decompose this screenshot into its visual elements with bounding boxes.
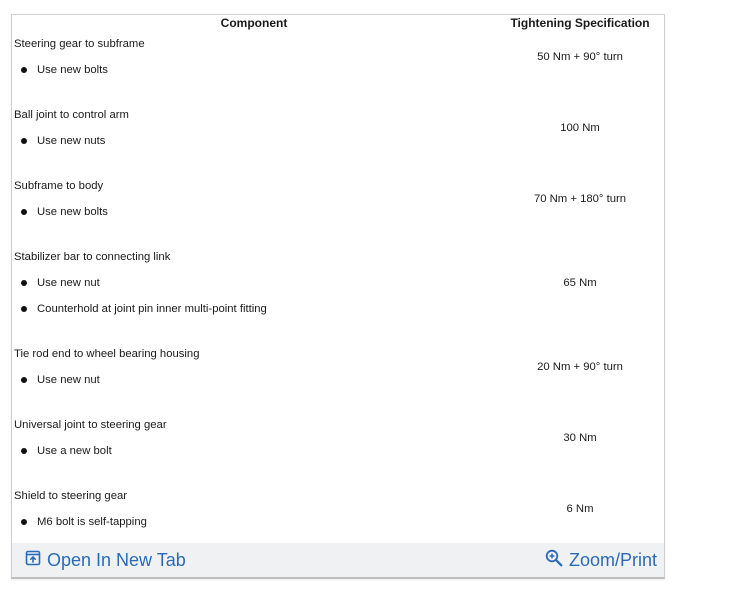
- bullet-icon: [21, 67, 27, 73]
- bullet-icon: [21, 306, 27, 312]
- table-row: [12, 341, 664, 367]
- spec-value: 100 Nm: [560, 122, 600, 134]
- bullet-icon: [21, 138, 27, 144]
- list-item: [12, 199, 496, 225]
- table-row: [12, 173, 664, 199]
- list-item: [12, 509, 496, 535]
- header-tightening-spec: Tightening Specification: [510, 16, 650, 30]
- spec-value: 6 Nm: [566, 503, 594, 515]
- list-item: [12, 438, 496, 464]
- list-item: [12, 270, 496, 296]
- magnifier-icon: [545, 549, 563, 572]
- bullet-icon: [21, 209, 27, 215]
- bullet-icon: [21, 519, 27, 525]
- list-item: [12, 57, 496, 83]
- table-row: [12, 412, 664, 438]
- note-text: Use new bolts: [37, 206, 108, 218]
- list-item: [12, 128, 496, 154]
- spec-table-panel: [11, 14, 665, 579]
- table-header-row: [12, 15, 664, 31]
- note-text: M6 bolt is self-tapping: [37, 516, 147, 528]
- component-title: Shield to steering gear: [14, 490, 128, 502]
- table-row: [12, 483, 664, 509]
- spec-value: 30 Nm: [563, 432, 597, 444]
- spec-value: 70 Nm + 180° turn: [533, 193, 627, 205]
- spec-value: 65 Nm: [563, 277, 597, 289]
- open-in-new-tab-label: Open In New Tab: [47, 549, 186, 570]
- zoom-print-link[interactable]: [545, 549, 657, 572]
- spec-value: 20 Nm + 90° turn: [537, 361, 623, 373]
- torque-spec-table: [12, 15, 664, 535]
- open-in-new-tab-icon: [25, 550, 41, 571]
- list-item: [12, 296, 496, 322]
- bullet-icon: [21, 448, 27, 454]
- list-item: [12, 367, 496, 393]
- open-in-new-tab-link[interactable]: [25, 550, 186, 571]
- component-title: Steering gear to subframe: [14, 38, 145, 50]
- note-text: Use new nut: [37, 277, 100, 289]
- component-title: Stabilizer bar to connecting link: [14, 251, 171, 263]
- note-text: Use a new bolt: [37, 445, 112, 457]
- bullet-icon: [21, 377, 27, 383]
- zoom-print-label: Zoom/Print: [568, 549, 657, 570]
- spec-value: 50 Nm + 90° turn: [537, 51, 623, 63]
- table-row: [12, 244, 664, 270]
- component-title: Universal joint to steering gear: [14, 419, 167, 431]
- header-component: Component: [220, 16, 288, 30]
- bullet-icon: [21, 280, 27, 286]
- component-title: Tie rod end to wheel bearing housing: [14, 348, 200, 360]
- note-text: Use new bolts: [37, 64, 108, 76]
- table-row: [12, 31, 664, 57]
- note-text: Use new nut: [37, 374, 100, 386]
- component-title: Subframe to body: [14, 180, 104, 192]
- footer-toolbar: [12, 543, 664, 577]
- note-text: Counterhold at joint pin inner multi-point fitting: [37, 303, 267, 315]
- note-text: Use new nuts: [37, 135, 106, 147]
- table-row: [12, 102, 664, 128]
- component-title: Ball joint to control arm: [14, 109, 129, 121]
